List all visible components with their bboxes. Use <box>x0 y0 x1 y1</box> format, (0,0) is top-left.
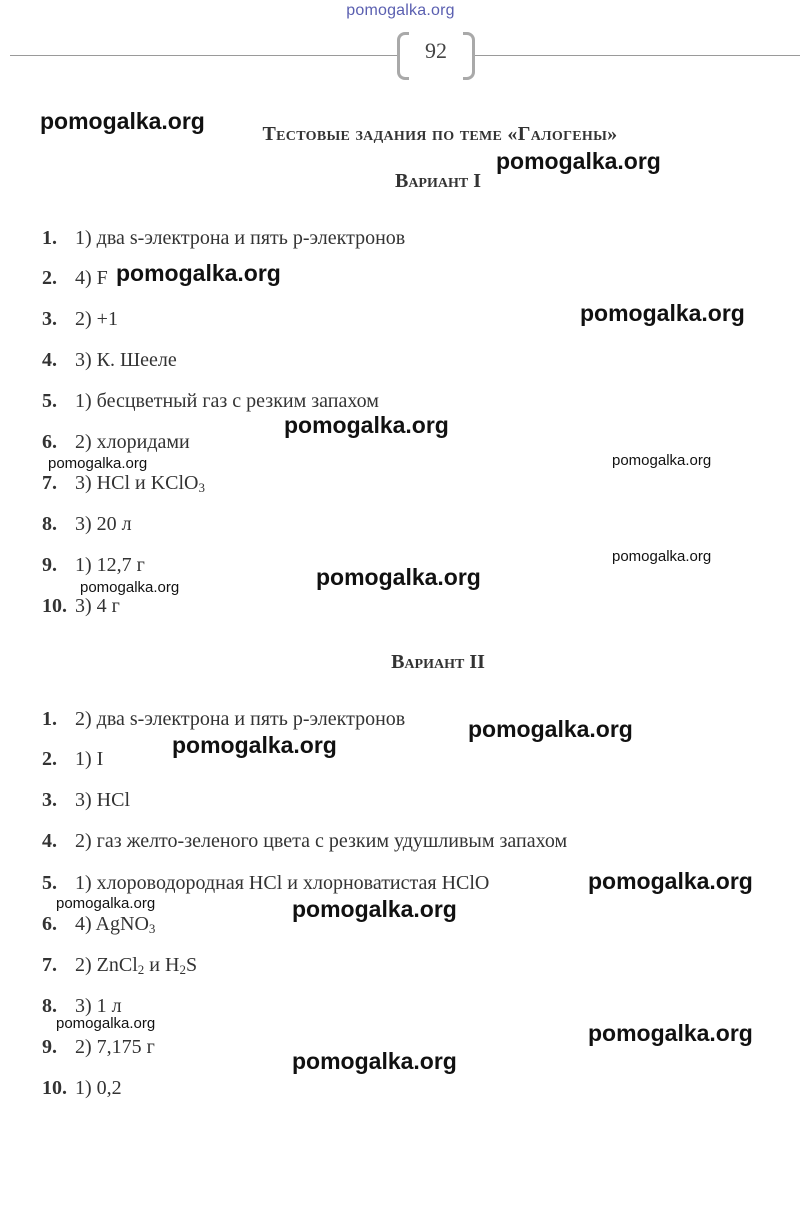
answer-item <box>42 708 405 731</box>
answer-number: 7. <box>42 954 57 976</box>
subscript: 3 <box>148 921 156 936</box>
answer-number: 5. <box>42 872 57 894</box>
watermark: pomogalka.org <box>56 1015 156 1032</box>
watermark: pomogalka.org <box>468 716 633 742</box>
watermark: pomogalka.org <box>48 455 148 472</box>
answer-item <box>42 954 197 978</box>
watermark: pomogalka.org <box>292 896 457 922</box>
subscript: 2 <box>137 962 145 977</box>
answer-number: 7. <box>42 472 57 494</box>
answer-number: 4. <box>42 830 57 852</box>
answer-number: 2. <box>42 748 57 770</box>
answer-number: 3. <box>42 308 57 330</box>
page-number-box <box>397 32 475 82</box>
variant-2-heading: Вариант II <box>391 651 485 673</box>
watermark: pomogalka.org <box>612 452 712 469</box>
watermark: pomogalka.org <box>496 148 661 174</box>
watermark: pomogalka.org <box>316 564 481 590</box>
answer-text-part: 4) AgNO <box>75 913 149 935</box>
answer-text: 1) два s-электрона и пять p-электронов <box>75 227 406 249</box>
answer-text: 2) хлоридами <box>75 431 190 453</box>
answer-text: 3) К. Шееле <box>75 349 177 371</box>
answer-text: 3) 4 г <box>75 595 120 617</box>
variant-1-heading: Вариант I <box>394 170 481 192</box>
answer-item <box>42 513 132 536</box>
answer-text-part: 2) ZnCl <box>75 954 138 976</box>
watermark: pomogalka.org <box>56 895 156 912</box>
watermark: pomogalka.org <box>612 548 712 565</box>
answer-item <box>42 227 405 250</box>
watermark: pomogalka.org <box>80 579 180 596</box>
answer-item <box>42 1077 122 1100</box>
answer-text: 1) 12,7 г <box>75 554 145 576</box>
watermark: pomogalka.org <box>172 732 337 758</box>
site-header-link[interactable]: pomogalka.org <box>346 2 455 19</box>
answer-item <box>42 830 567 853</box>
answer-number: 2. <box>42 267 57 289</box>
watermark: pomogalka.org <box>116 260 281 286</box>
answer-item <box>42 748 103 771</box>
answer-text-part: 3) HCl и KClO <box>75 472 199 494</box>
answer-item <box>42 390 379 413</box>
watermark: pomogalka.org <box>588 868 753 894</box>
subscript: 3 <box>198 480 205 495</box>
answer-item <box>42 913 155 937</box>
answer-number: 10. <box>42 1077 67 1099</box>
answer-number: 4. <box>42 349 57 371</box>
answer-text: 2) +1 <box>75 308 118 330</box>
page-number: 92 <box>425 38 447 63</box>
answer-text: 3) 1 л <box>75 995 122 1017</box>
answer-text: 2) два s-электрона и пять p-электронов <box>75 708 406 730</box>
answer-item <box>42 349 177 372</box>
answer-item <box>42 308 118 331</box>
answer-item <box>42 872 489 895</box>
answer-item <box>42 267 108 290</box>
answer-item <box>42 472 205 496</box>
answer-number: 9. <box>42 1036 57 1058</box>
answer-number: 1. <box>42 227 57 249</box>
answer-text: 2) 7,175 г <box>75 1036 155 1058</box>
answer-text: 1) хлороводородная HCl и хлорноватистая HClO <box>75 872 490 894</box>
answer-number: 8. <box>42 995 57 1017</box>
answer-item <box>42 554 145 577</box>
answer-number: 5. <box>42 390 57 412</box>
answer-item <box>42 789 130 812</box>
page-title: Тестовые задания по теме «Галогены» <box>262 123 618 145</box>
answer-text-part: S <box>185 954 198 976</box>
watermark: pomogalka.org <box>284 412 449 438</box>
answer-number: 1. <box>42 708 57 730</box>
answer-text: 2) газ желто-зеленого цвета с резким удушливым запахом <box>75 830 568 852</box>
answer-text-part: и H <box>144 954 180 976</box>
answer-number: 10. <box>42 595 67 617</box>
answer-number: 6. <box>42 913 57 935</box>
answer-text: 4) F <box>75 267 108 289</box>
watermark: pomogalka.org <box>292 1048 457 1074</box>
watermark: pomogalka.org <box>580 300 745 326</box>
answer-text: 3) 20 л <box>75 513 132 535</box>
answer-number: 8. <box>42 513 57 535</box>
watermark: pomogalka.org <box>588 1020 753 1046</box>
subscript: 2 <box>179 962 186 977</box>
answer-number: 3. <box>42 789 57 811</box>
answer-item <box>42 431 190 454</box>
answer-number: 6. <box>42 431 57 453</box>
answer-text: 1) I <box>75 748 104 770</box>
answer-text: 3) HCl <box>75 789 130 811</box>
answer-item <box>42 595 120 618</box>
answer-text: 1) бесцветный газ с резким запахом <box>75 390 379 412</box>
answer-text: 1) 0,2 <box>75 1077 122 1099</box>
answer-item <box>42 1036 155 1059</box>
answer-number: 9. <box>42 554 57 576</box>
watermark: pomogalka.org <box>40 108 205 134</box>
